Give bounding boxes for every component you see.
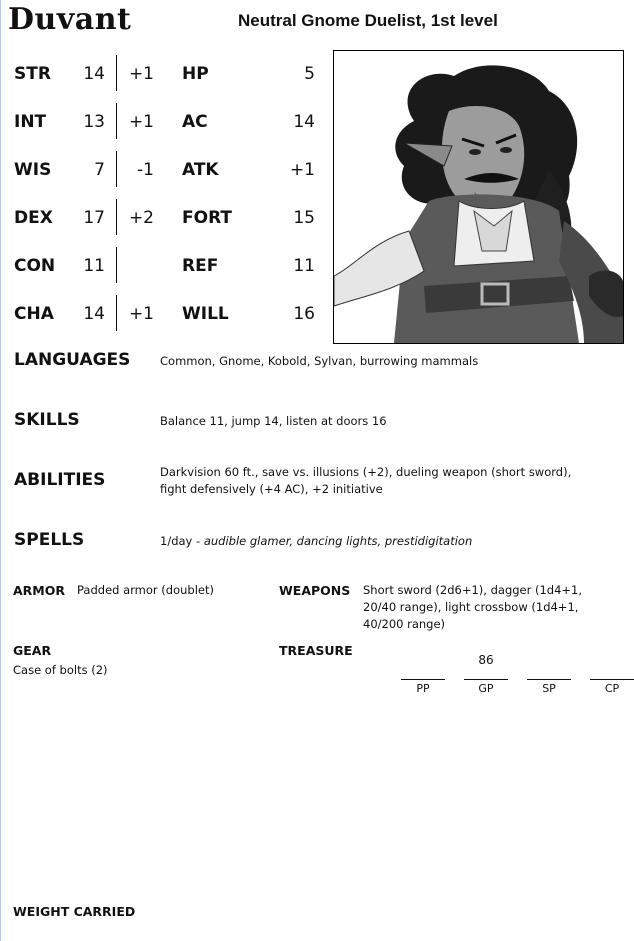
- stat-row: [0, 58, 330, 88]
- ability-score: 13: [83, 112, 105, 132]
- character-name: Duvant: [8, 2, 132, 37]
- coin-amount: [527, 653, 571, 669]
- abilities-label: ABILITIES: [14, 470, 106, 490]
- spells-label: SPELLS: [14, 530, 85, 550]
- stat-value: 15: [293, 208, 315, 228]
- stat-label: FORT: [182, 208, 232, 228]
- coin-gp: [464, 653, 508, 695]
- ability-score: 17: [83, 208, 105, 228]
- stat-label: REF: [182, 256, 219, 276]
- coin-amount: [590, 653, 634, 669]
- coin-cp: [590, 653, 634, 695]
- divider: [116, 247, 117, 283]
- ability-score: 14: [83, 304, 105, 324]
- treasure-label: TREASURE: [279, 643, 353, 658]
- ability-score: 11: [83, 256, 105, 276]
- stat-label: HP: [182, 64, 209, 84]
- weapons-label: WEAPONS: [279, 583, 351, 598]
- coin-line: [527, 679, 571, 680]
- spells-frequency: 1/day -: [160, 534, 204, 548]
- coin-line: [464, 679, 508, 680]
- stat-row: [0, 106, 330, 136]
- skills-label: SKILLS: [14, 410, 80, 430]
- stat-value: 11: [293, 256, 315, 276]
- stat-value: 16: [293, 304, 315, 324]
- gnome-duelist-portrait-icon: [334, 51, 623, 343]
- gear-label: GEAR: [13, 643, 52, 658]
- character-descriptor: Neutral Gnome Duelist, 1st level: [238, 11, 498, 30]
- ability-abbr: WIS: [14, 160, 52, 180]
- spells-list: audible glamer, dancing lights, prestidigitation: [203, 534, 473, 548]
- armor-text: Padded armor (doublet): [77, 583, 214, 597]
- stat-label: AC: [182, 112, 208, 132]
- coin-label: PP: [416, 682, 430, 695]
- stat-value: 5: [304, 64, 315, 84]
- spells-text: [160, 533, 600, 550]
- coin-label: SP: [542, 682, 556, 695]
- coin-amount: 86: [478, 653, 494, 667]
- divider: [116, 295, 117, 331]
- coin-line: [401, 679, 445, 680]
- ability-modifier: +1: [128, 304, 154, 324]
- ability-abbr: INT: [14, 112, 47, 132]
- gear-text: Case of bolts (2): [13, 663, 108, 677]
- coin-label: CP: [604, 682, 620, 695]
- abilities-text: Darkvision 60 ft., save vs. illusions (+2), dueling weapon (short sword), fight defensively (+4 AC), +2 initiative: [160, 465, 572, 496]
- ability-modifier: -1: [137, 160, 154, 180]
- divider: [116, 199, 117, 235]
- ability-modifier: +1: [128, 112, 154, 132]
- ability-modifier: +1: [128, 64, 154, 84]
- stat-label: WILL: [182, 304, 229, 324]
- character-portrait: [333, 50, 624, 344]
- languages-label: LANGUAGES: [14, 350, 131, 370]
- ability-abbr: CON: [14, 256, 56, 276]
- weapons-text: Short sword (2d6+1), dagger (1d4+1, 20/40 range), light crossbow (1d4+1, 40/200 range): [363, 583, 583, 631]
- stat-row: [0, 154, 330, 184]
- divider: [116, 151, 117, 187]
- coin-label: GP: [478, 682, 494, 695]
- ability-abbr: CHA: [14, 304, 54, 324]
- coin-amount: [401, 653, 445, 669]
- coin-sp: [527, 653, 571, 695]
- stat-value: +1: [289, 160, 315, 180]
- ability-abbr: STR: [14, 64, 51, 84]
- coin-pp: [401, 653, 445, 695]
- page-edge: [0, 0, 1, 941]
- ability-modifier: +2: [128, 208, 154, 228]
- divider: [116, 55, 117, 91]
- ability-score: 14: [83, 64, 105, 84]
- stat-value: 14: [293, 112, 315, 132]
- ability-score: 7: [94, 160, 105, 180]
- stat-label: ATK: [182, 160, 219, 180]
- stat-row: [0, 298, 330, 328]
- weight-carried-label: WEIGHT CARRIED: [13, 904, 136, 919]
- languages-text: Common, Gnome, Kobold, Sylvan, burrowing mammals: [160, 354, 479, 368]
- skills-text: Balance 11, jump 14, listen at doors 16: [160, 414, 387, 428]
- ability-abbr: DEX: [14, 208, 53, 228]
- armor-label: ARMOR: [13, 583, 65, 598]
- coin-line: [590, 679, 634, 680]
- stat-row: [0, 250, 330, 280]
- divider: [116, 103, 117, 139]
- stat-row: [0, 202, 330, 232]
